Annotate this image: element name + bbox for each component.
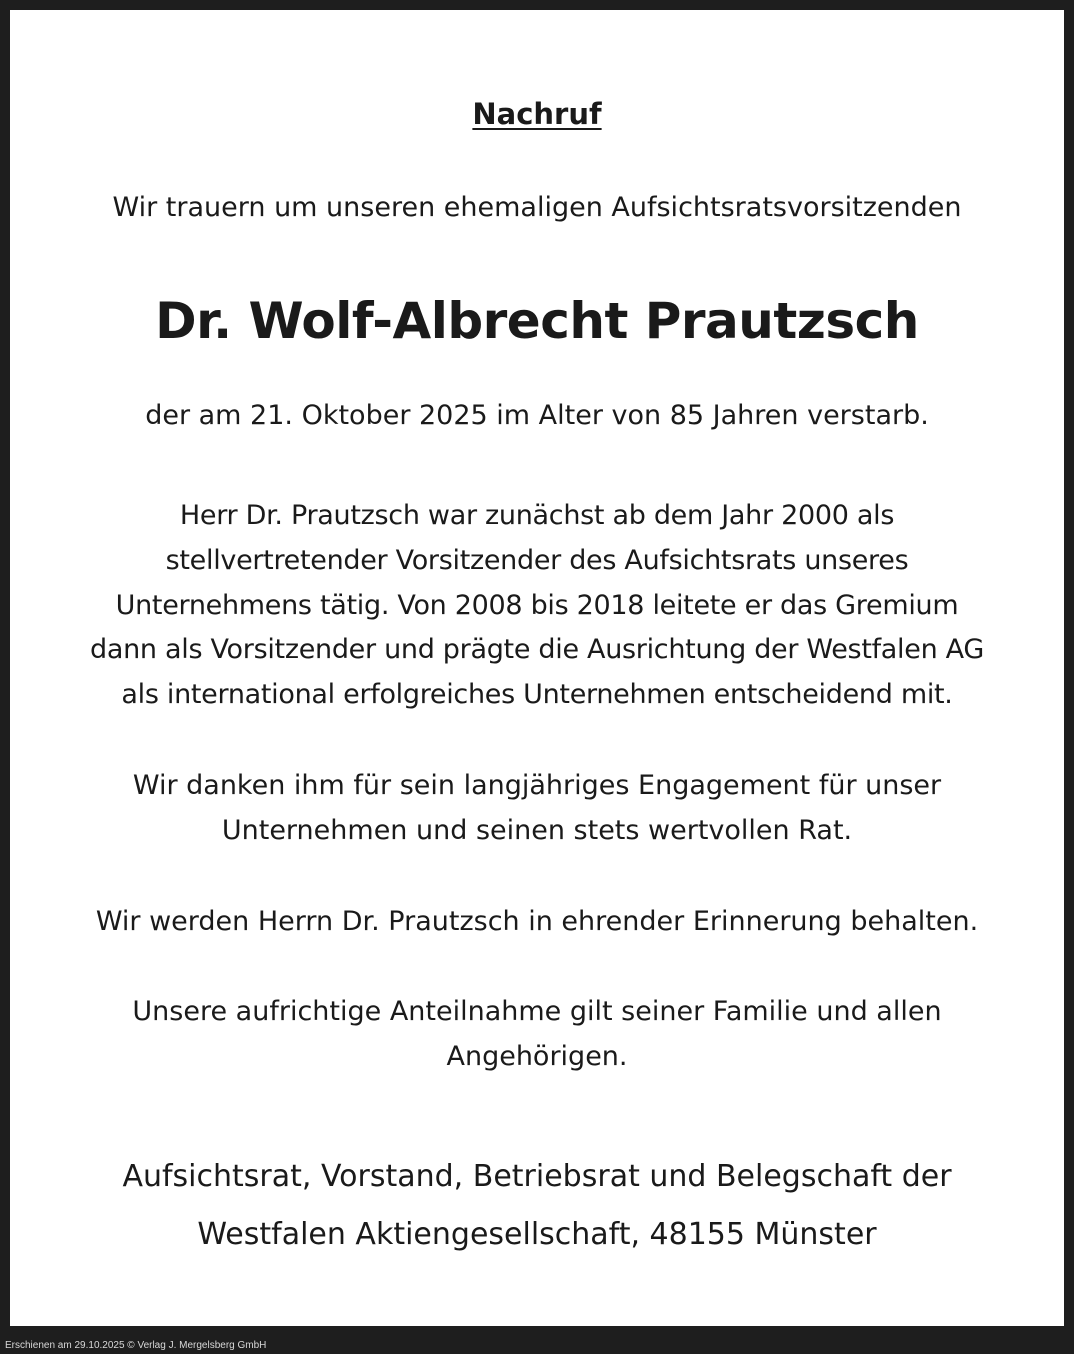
notice-frame bbox=[10, 10, 1064, 1326]
deceased-name: Dr. Wolf-Albrecht Prautzsch bbox=[155, 292, 919, 350]
condolence-line: Angehörigen. bbox=[446, 1040, 628, 1072]
signature-line: Aufsichtsrat, Vorstand, Betriebsrat und Belegschaft der bbox=[122, 1159, 952, 1194]
memory-paragraph bbox=[10, 900, 1064, 945]
condolence-paragraph bbox=[10, 990, 1064, 1080]
intro-line: Wir trauern um unseren ehemaligen Aufsichtsratsvorsitzenden bbox=[112, 192, 962, 223]
notice-heading: Nachruf bbox=[472, 97, 602, 131]
obituary-notice bbox=[10, 10, 1064, 1326]
career-line: Herr Dr. Prautzsch war zunächst ab dem Jahr 2000 als bbox=[179, 500, 895, 531]
career-line: Unternehmens tätig. Von 2008 bis 2018 leitete er das Gremium bbox=[115, 589, 959, 621]
thanks-line: Wir danken ihm für sein langjähriges Engagement für unser bbox=[132, 770, 942, 801]
memory-line: Wir werden Herrn Dr. Prautzsch in ehrender Erinnerung behalten. bbox=[95, 906, 979, 937]
signature-block bbox=[10, 1148, 1064, 1264]
thanks-line: Unternehmen und seinen stets wertvollen Rat. bbox=[221, 814, 853, 846]
condolence-line: Unsere aufrichtige Anteilnahme gilt seiner Familie und allen bbox=[132, 996, 942, 1027]
career-line: als international erfolgreiches Unternehmen entscheidend mit. bbox=[121, 679, 953, 711]
death-date-line: der am 21. Oktober 2025 im Alter von 85 Jahren verstarb. bbox=[145, 400, 929, 431]
career-line: dann als Vorsitzender und prägte die Ausrichtung der Westfalen AG bbox=[90, 634, 984, 666]
signature-line: Westfalen Aktiengesellschaft, 48155 Münster bbox=[197, 1217, 877, 1252]
publication-footer: Erschienen am 29.10.2025 © Verlag J. Mergelsberg GmbH bbox=[5, 1340, 267, 1351]
thanks-paragraph bbox=[10, 764, 1064, 854]
career-line: stellvertretender Vorsitzender des Aufsichtsrats unseres bbox=[165, 544, 909, 576]
career-paragraph bbox=[10, 494, 1064, 718]
